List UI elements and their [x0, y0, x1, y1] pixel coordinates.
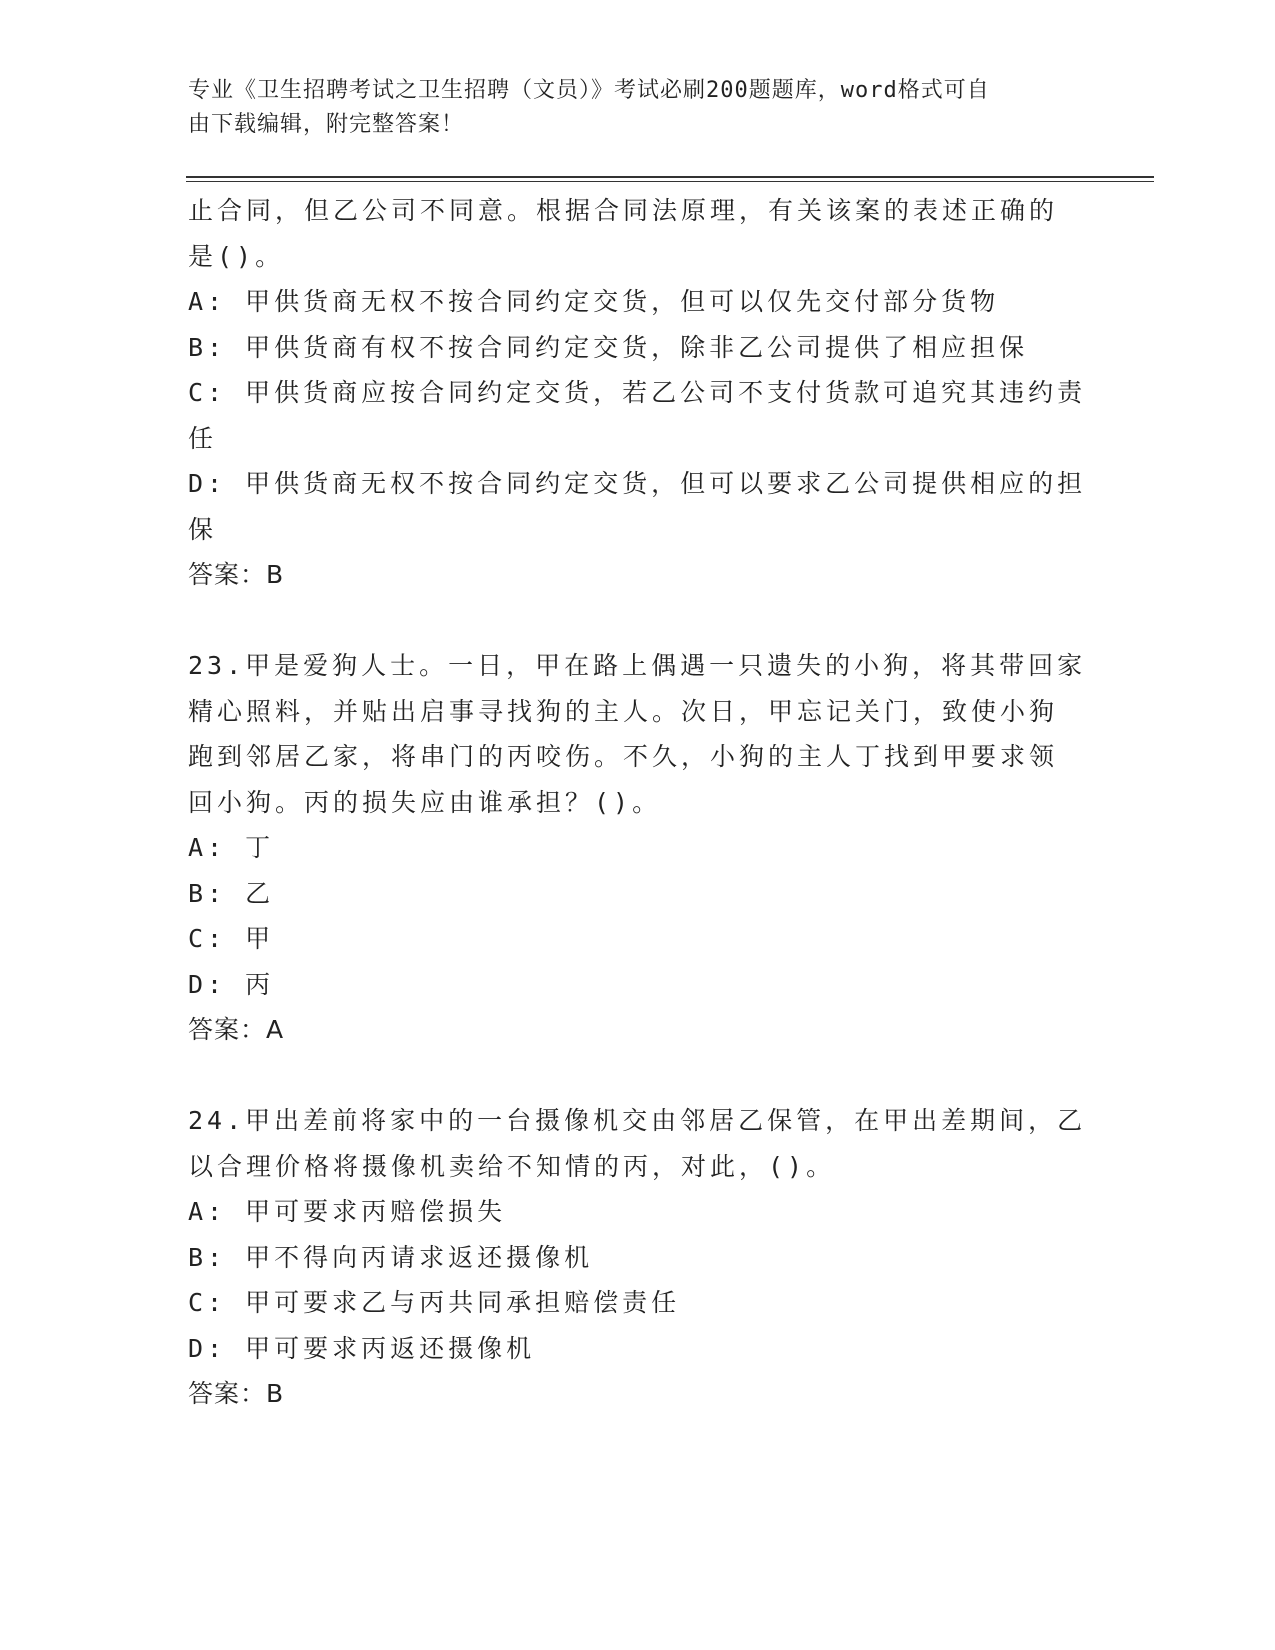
question-stem-line: 24.甲出差前将家中的一台摄像机交由邻居乙保管，在甲出差期间，乙 [188, 1106, 1087, 1135]
option-b: B: 乙 [188, 878, 275, 908]
option-c: C: 甲可要求乙与丙共同承担赔偿责任 [188, 1288, 681, 1317]
option-a: A: 甲可要求丙赔偿损失 [188, 1197, 507, 1226]
question-spacer [188, 1053, 1088, 1099]
option-d: D: 甲供货商无权不按合同约定交货，但可以要求乙公司提供相应的担 [188, 469, 1087, 498]
document-header [188, 74, 1068, 142]
option-d: D: 甲可要求丙返还摄像机 [188, 1333, 536, 1363]
option-d-continued: 保 [188, 514, 218, 544]
question-spacer [188, 598, 1088, 644]
option-d: D: 丙 [188, 969, 275, 999]
option-c: C: 甲 [188, 924, 275, 953]
header-divider-thin [186, 181, 1154, 182]
header-line-2: 由下载编辑，附完整答案！ [188, 112, 465, 137]
header-divider-thick [186, 176, 1154, 178]
answer-label: 答案：B [188, 1379, 285, 1408]
option-c-continued: 任 [188, 423, 218, 453]
header-line-1: 专业《卫生招聘考试之卫生招聘（文员）》考试必刷200题题库，word格式可自 [188, 78, 990, 103]
question-stem-line: 是()。 [188, 241, 285, 271]
question-22 [188, 188, 1088, 598]
answer-label: 答案：B [188, 560, 285, 589]
question-stem-line: 精心照料，并贴出启事寻找狗的主人。次日，甲忘记关门，致使小狗 [188, 696, 1059, 726]
answer-label: 答案：A [188, 1015, 285, 1044]
option-a: A: 甲供货商无权不按合同约定交货，但可以仅先交付部分货物 [188, 287, 1000, 316]
question-stem-line: 跑到邻居乙家，将串门的丙咬伤。不久，小狗的主人丁找到甲要求领 [188, 742, 1059, 771]
question-stem-line: 止合同，但乙公司不同意。根据合同法原理，有关该案的表述正确的 [188, 196, 1059, 225]
option-c: C: 甲供货商应按合同约定交货，若乙公司不支付货款可追究其违约责 [188, 378, 1087, 407]
document-body [188, 188, 1088, 1417]
question-stem-line: 23.甲是爱狗人士。一日，甲在路上偶遇一只遗失的小狗，将其带回家 [188, 651, 1087, 680]
option-a: A: 丁 [188, 833, 275, 862]
option-b: B: 甲供货商有权不按合同约定交货，除非乙公司提供了相应担保 [188, 332, 1029, 362]
option-b: B: 甲不得向丙请求返还摄像机 [188, 1242, 594, 1272]
question-23 [188, 643, 1088, 1053]
question-stem-line: 以合理价格将摄像机卖给不知情的丙，对此，()。 [188, 1151, 836, 1181]
question-24 [188, 1098, 1088, 1417]
question-stem-line: 回小狗。丙的损失应由谁承担？()。 [188, 787, 662, 817]
